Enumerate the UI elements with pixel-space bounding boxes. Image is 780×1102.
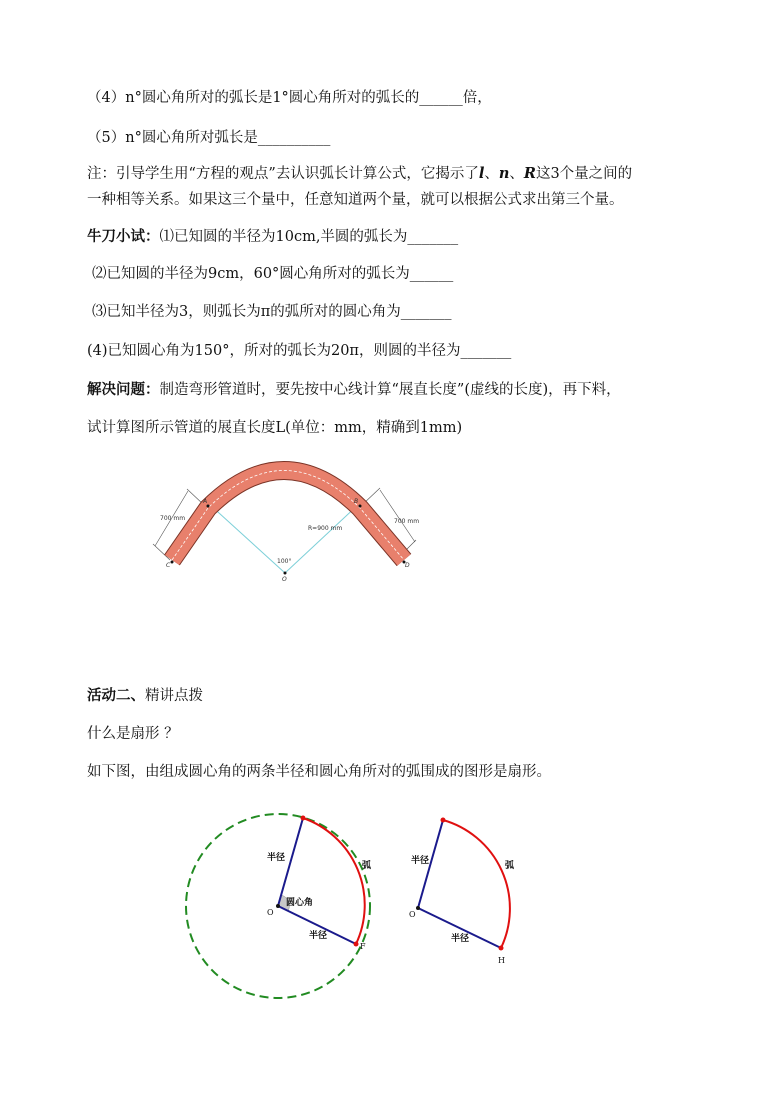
solve-text: 制造弯形管道时，要先按中心线计算“展直长度”(虚线的长度)，再下料， <box>159 382 621 398</box>
trial-4: (4)已知圆心角为150°，所对的弧长为20π，则圆的半径为_______ <box>87 343 512 359</box>
radius-bottom-label: 半径 <box>451 934 470 944</box>
note-suffix: 这3个量之间的 <box>535 166 633 182</box>
pipe-fill <box>172 471 404 561</box>
point-C-label: C <box>166 562 171 569</box>
point-O-label: O <box>282 576 287 583</box>
radius-top-label: 半径 <box>267 853 286 863</box>
point-H-dot <box>499 946 504 951</box>
activity-title: 活动二、 <box>87 688 145 704</box>
point-O-label: O <box>267 908 274 917</box>
question-5: （5）n°圆心角所对弧长是__________ <box>87 130 331 146</box>
arc-label: 弧 <box>505 861 515 871</box>
trial-title: 牛刀小试： <box>87 229 160 245</box>
trial-2: ⑵已知圆的半径为9cm，60°圆心角所对的弧长为______ <box>92 266 454 282</box>
point-O-dot <box>276 904 280 908</box>
sector-arc <box>303 818 365 944</box>
arc-label: 弧 <box>362 861 372 871</box>
trial-1-line <box>87 227 458 247</box>
point-F-label: F <box>360 942 366 951</box>
radius-bottom-label: 半径 <box>309 931 328 941</box>
central-angle-label: 圆心角 <box>286 898 314 908</box>
point-H-label: H <box>498 956 505 965</box>
question-4: （4）n°圆心角所对的弧长是1°圆心角所对的弧长的______倍， <box>87 90 492 106</box>
point-top-dot <box>301 816 306 821</box>
activity-sub: 精讲点拨 <box>145 688 203 704</box>
solve-line <box>87 380 621 400</box>
solve-title: 解决问题： <box>87 382 160 398</box>
sector-definition: 如下图，由组成圆心角的两条半径和圆心角所对的弧围成的图形是扇形。 <box>87 764 551 780</box>
note-prefix: 注：引导学生用“方程的观点”去认识弧长计算公式，它揭示了 <box>87 166 479 182</box>
activity-line <box>87 686 203 706</box>
point-O-dot <box>416 906 420 910</box>
label-700-left: 700 mm <box>160 515 186 522</box>
point-B-dot <box>359 505 362 508</box>
var-l: l <box>478 165 485 182</box>
solve-line-2: 试计算图所示管道的展直长度L(单位：mm，精确到1mm) <box>87 420 463 436</box>
radius-top-label: 半径 <box>411 856 430 866</box>
guide-line-right <box>285 503 360 573</box>
trial-3: ⑶已知半径为3，则弧长为π的弧所对的圆心角为_______ <box>92 304 452 320</box>
sector-left-figure <box>175 808 385 1003</box>
point-B-label: B <box>354 498 359 505</box>
note-line <box>87 164 632 184</box>
sector-right-figure <box>395 808 535 968</box>
trial-1: ⑴已知圆的半径为10cm,半圆的弧长为_______ <box>159 229 459 245</box>
point-D-label: D <box>405 562 410 569</box>
question-sector: 什么是扇形 ？ <box>87 726 179 742</box>
point-O-dot <box>284 572 287 575</box>
point-top-dot <box>441 818 446 823</box>
note-line-2: 一种相等关系。如果这三个量中，任意知道两个量，就可以根据公式求出第三个量。 <box>87 192 624 208</box>
label-700-right: 700 mm <box>394 518 420 525</box>
point-F-dot <box>354 942 359 947</box>
var-n: n <box>498 165 510 182</box>
guide-line-left <box>208 503 285 573</box>
label-angle: 100° <box>277 558 292 565</box>
var-R: R <box>523 165 536 182</box>
pipe-figure <box>140 448 440 588</box>
point-C-dot <box>171 561 174 564</box>
sep-2: 、 <box>509 166 524 182</box>
point-A-label: A <box>203 498 208 505</box>
sep-1: 、 <box>484 166 499 182</box>
point-O-label: O <box>409 910 416 919</box>
label-radius: R=900 mm <box>308 525 343 532</box>
sector-arc <box>443 820 510 948</box>
